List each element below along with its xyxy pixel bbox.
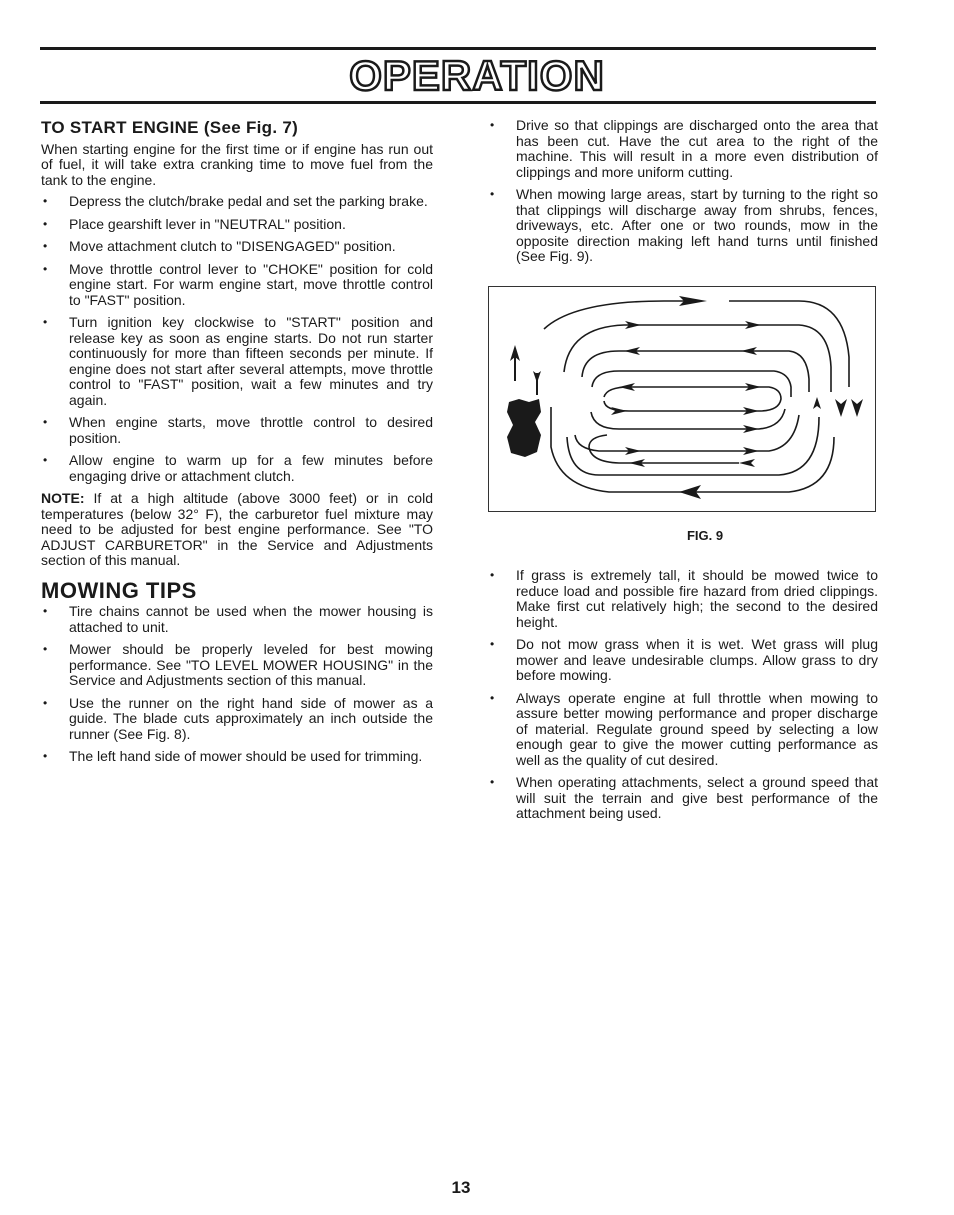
list-item: • The left hand side of mower should be used for trimming. <box>41 749 433 765</box>
arrow-shaft <box>536 373 538 395</box>
start-engine-intro: When starting engine for the first time or if engine has run out of fuel, it will take extra cranking time to move fuel from the tank to the engine. <box>41 140 433 188</box>
page-number: 13 <box>451 1178 471 1197</box>
pattern-path-inner-bottom <box>589 435 739 463</box>
header-rule-top <box>40 47 876 50</box>
list-item: • Tire chains cannot be used when the mower housing is attached to unit. <box>41 604 433 635</box>
right-column-top <box>488 118 878 272</box>
list-item: • When mowing large areas, start by turning to the right so that clippings will discharge away from shrubs, fences, driveways, etc. After one or two rounds, mow in the opposite direction making left hand turns until finished (See Fig. 9). <box>488 187 878 265</box>
arrow-down-icon <box>851 399 863 417</box>
fig-9-mowing-pattern-figure <box>488 286 876 512</box>
list-item: • Move attachment clutch to "DISENGAGED" position. <box>41 239 433 255</box>
list-item: • Do not mow grass when it is wet. Wet grass will plug mower and leave undesirable clumps. Allow grass to dry before mowing. <box>488 637 878 684</box>
list-item: • Place gearshift lever in "NEUTRAL" position. <box>41 217 433 233</box>
list-item: • Move throttle control lever to "CHOKE" position for cold engine start. For warm engine start, move throttle control to "FAST" position. <box>41 262 433 309</box>
arrow-right-icon <box>611 407 627 415</box>
list-item: • Depress the clutch/brake pedal and set the parking brake. <box>41 194 433 210</box>
mowing-tips-heading: MOWING TIPS <box>41 577 197 603</box>
list-item: • Turn ignition key clockwise to "START" position and release key as soon as engine starts. Do not run starter continuously for more than fifteen seconds per minute. If engine does not start after several attempts, move throttle control to "FAST" position, wait a few minutes and try again. <box>41 315 433 408</box>
pattern-path-loop-2 <box>564 325 831 392</box>
pattern-path-loop-4 <box>592 371 791 397</box>
note-text: If at a high altitude (above 3000 feet) or in cold temperatures (below 32° F), the carburetor fuel mixture may need to be adjusted for best engine performance. See "TO ADJUST CARBURETOR" in the Service and Adjustments section of this manual. <box>41 490 433 568</box>
list-item: • If grass is extremely tall, it should be mowed twice to reduce load and possible fire hazard from dried clippings. Make first cut relatively high; the second to the desired height. <box>488 568 878 630</box>
right-tips-bottom <box>488 568 878 822</box>
list-item: • Mower should be properly leveled for best mowing performance. See "TO LEVEL MOWER HOUSING" in the Service and Adjustments section of this manual. <box>41 642 433 689</box>
left-column <box>41 120 433 772</box>
arrow-shaft <box>514 357 516 381</box>
note-label: NOTE: <box>41 490 85 506</box>
pattern-path-inner <box>604 387 781 411</box>
mowing-tips-list <box>41 604 433 765</box>
figure-caption: FIG. 9 <box>686 528 724 543</box>
list-item: • Use the runner on the right hand side of mower as a guide. The blade cuts approximately an inch outside the runner (See Fig. 8). <box>41 696 433 743</box>
right-column-bottom <box>488 568 878 829</box>
arrow-left-icon <box>739 459 755 467</box>
start-engine-heading: TO START ENGINE (See Fig. 7) <box>41 118 299 137</box>
list-item: • Drive so that clippings are discharged onto the area that has been cut. Have the cut area to the right of the machine. This will result in a more even distribution of clippings and more uniform cutting. <box>488 118 878 180</box>
list-item: • When operating attachments, select a ground speed that will suit the terrain and give best performance of the attachment being used. <box>488 775 878 822</box>
shrub-icon <box>507 399 541 457</box>
list-item: • Allow engine to warm up for a few minutes before engaging drive or attachment clutch. <box>41 453 433 484</box>
header-rule-bottom <box>40 101 876 104</box>
page-title: OPERATION <box>349 52 605 99</box>
list-item: • Always operate engine at full throttle when mowing to assure better mowing performance and proper discharge of material. Regulate ground speed by selecting a low enough gear to give the mower cutting performance as well as the quality of cut desired. <box>488 691 878 769</box>
mowing-pattern-diagram <box>489 287 874 510</box>
arrow-up-icon <box>813 397 821 409</box>
note-paragraph <box>41 491 433 569</box>
arrow-down-icon <box>835 399 847 417</box>
pattern-path-loop-3-bottom <box>575 415 799 451</box>
list-item: • When engine starts, move throttle control to desired position. <box>41 415 433 446</box>
right-tips-top <box>488 118 878 265</box>
start-engine-steps <box>41 194 433 484</box>
